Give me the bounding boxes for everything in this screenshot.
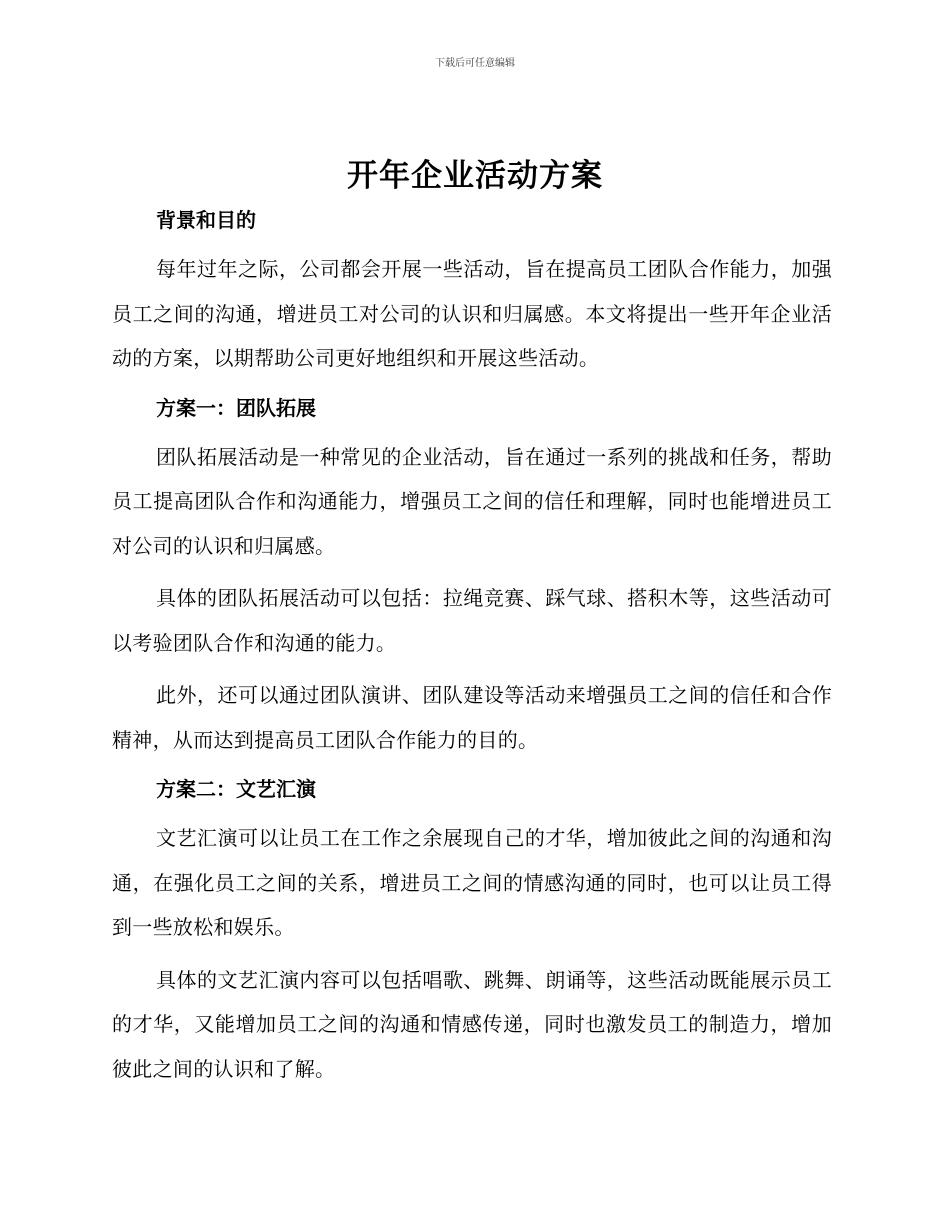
section-plan-one (112, 389, 832, 763)
section-heading: 方案一：团队拓展 (156, 395, 316, 420)
paragraph: 具体的团队拓展活动可以包括：拉绳竞赛、踩气球、搭积木等，这些活动可以考验团队合作和沟通的能力。 (112, 586, 832, 655)
document-title: 开年企业活动方案 (347, 158, 603, 194)
document-body (112, 201, 832, 1099)
paragraph: 此外，还可以通过团队演讲、团队建设等活动来增强员工之间的信任和合作精神，从而达到提高员工团队合作能力的目的。 (112, 683, 832, 752)
page-header-note: 下载后可任意编辑 (435, 58, 515, 69)
paragraph: 文艺汇演可以让员工在工作之余展现自己的才华，增加彼此之间的沟通和沟通，在强化员工之间的关系，增进员工之间的情感沟通的同时，也可以让员工得到一些放松和娱乐。 (112, 826, 832, 939)
paragraph: 每年过年之际，公司都会开展一些活动，旨在提高员工团队合作能力，加强员工之间的沟通，增进员工对公司的认识和归属感。本文将提出一些开年企业活动的方案，以期帮助公司更好地组织和开展这些活动。 (112, 257, 832, 370)
section-background (112, 201, 832, 381)
paragraph: 具体的文艺汇演内容可以包括唱歌、跳舞、朗诵等，这些活动既能展示员工的才华，又能增加员工之间的沟通和情感传递，同时也激发员工的制造力，增加彼此之间的认识和了解。 (112, 967, 832, 1081)
section-heading: 背景和目的 (156, 208, 256, 232)
section-plan-two (112, 770, 832, 1091)
section-heading: 方案二：文艺汇演 (156, 777, 316, 801)
paragraph: 团队拓展活动是一种常见的企业活动，旨在通过一系列的挑战和任务，帮助员工提高团队合作和沟通能力，增强员工之间的信任和理解，同时也能增进员工对公司的认识和归属感。 (112, 444, 832, 558)
